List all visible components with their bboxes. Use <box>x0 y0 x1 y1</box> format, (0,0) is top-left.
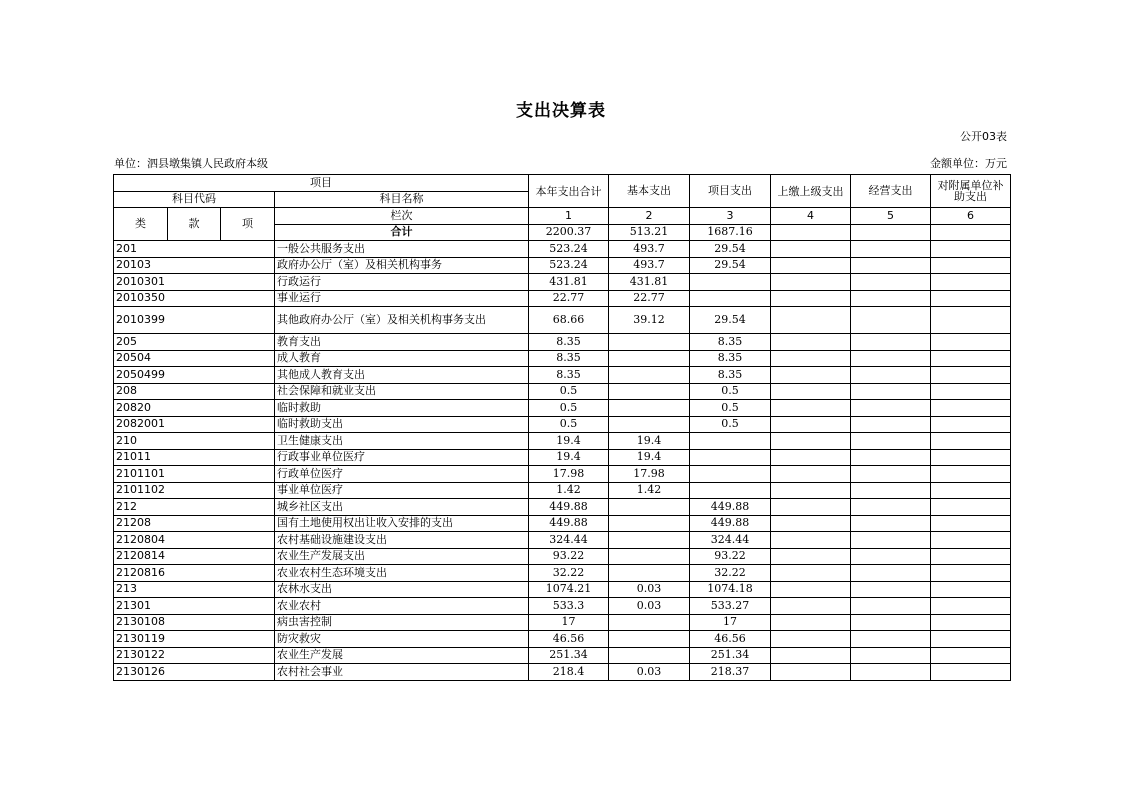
row-business <box>851 257 931 274</box>
row-total: 8.35 <box>529 334 609 351</box>
row-business <box>851 614 931 631</box>
row-subsidy <box>931 334 1011 351</box>
row-business <box>851 290 931 307</box>
row-upper <box>771 614 851 631</box>
row-total: 8.35 <box>529 350 609 367</box>
total-business <box>851 224 931 241</box>
row-code: 2082001 <box>114 416 275 433</box>
row-subsidy <box>931 350 1011 367</box>
row-name: 临时救助支出 <box>275 416 529 433</box>
row-basic: 493.7 <box>609 257 690 274</box>
row-upper <box>771 466 851 483</box>
row-project: 46.56 <box>690 631 771 648</box>
row-basic: 19.4 <box>609 449 690 466</box>
row-name: 临时救助 <box>275 400 529 417</box>
row-basic <box>609 499 690 516</box>
table-row <box>114 614 1011 631</box>
row-total: 431.81 <box>529 274 609 291</box>
row-total: 523.24 <box>529 257 609 274</box>
row-name: 农林水支出 <box>275 581 529 598</box>
header-project: 项目支出 <box>690 175 771 208</box>
row-upper <box>771 334 851 351</box>
row-subsidy <box>931 499 1011 516</box>
row-total: 46.56 <box>529 631 609 648</box>
row-business <box>851 532 931 549</box>
row-total: 533.3 <box>529 598 609 615</box>
row-name: 其他成人教育支出 <box>275 367 529 384</box>
header-row-1 <box>114 175 1011 192</box>
row-basic <box>609 334 690 351</box>
row-business <box>851 548 931 565</box>
row-project: 0.5 <box>690 416 771 433</box>
header-basic: 基本支出 <box>609 175 690 208</box>
row-upper <box>771 383 851 400</box>
row-project: 449.88 <box>690 499 771 516</box>
row-business <box>851 565 931 582</box>
row-code: 2010301 <box>114 274 275 291</box>
row-project <box>690 482 771 499</box>
row-code: 2130126 <box>114 664 275 681</box>
col-number-1: 1 <box>529 208 609 225</box>
row-total: 19.4 <box>529 433 609 450</box>
row-project: 32.22 <box>690 565 771 582</box>
row-subsidy <box>931 515 1011 532</box>
table-row <box>114 257 1011 274</box>
row-total: 8.35 <box>529 367 609 384</box>
row-project: 0.5 <box>690 400 771 417</box>
row-basic: 0.03 <box>609 598 690 615</box>
header-business: 经营支出 <box>851 175 931 208</box>
table-row <box>114 598 1011 615</box>
row-name: 教育支出 <box>275 334 529 351</box>
row-project: 1074.18 <box>690 581 771 598</box>
row-total: 218.4 <box>529 664 609 681</box>
row-project: 251.34 <box>690 647 771 664</box>
unit-label: 单位：泗县墩集镇人民政府本级 <box>114 157 268 170</box>
row-upper <box>771 532 851 549</box>
row-basic <box>609 532 690 549</box>
row-total: 22.77 <box>529 290 609 307</box>
row-total: 17 <box>529 614 609 631</box>
row-upper <box>771 350 851 367</box>
row-project: 29.54 <box>690 241 771 258</box>
row-code: 21208 <box>114 515 275 532</box>
row-total: 523.24 <box>529 241 609 258</box>
col-number-4: 4 <box>771 208 851 225</box>
table-row <box>114 466 1011 483</box>
row-total: 0.5 <box>529 400 609 417</box>
row-upper <box>771 664 851 681</box>
row-basic: 19.4 <box>609 433 690 450</box>
expenditure-table <box>113 174 1011 681</box>
row-subsidy <box>931 416 1011 433</box>
row-total: 19.4 <box>529 449 609 466</box>
row-business <box>851 631 931 648</box>
table-row <box>114 290 1011 307</box>
row-basic: 17.98 <box>609 466 690 483</box>
row-code: 213 <box>114 581 275 598</box>
header-upper: 上缴上级支出 <box>771 175 851 208</box>
row-business <box>851 350 931 367</box>
row-project: 8.35 <box>690 367 771 384</box>
row-upper <box>771 274 851 291</box>
row-business <box>851 515 931 532</box>
row-basic: 1.42 <box>609 482 690 499</box>
row-code: 2120814 <box>114 548 275 565</box>
row-business <box>851 383 931 400</box>
col-number-3: 3 <box>690 208 771 225</box>
row-basic <box>609 647 690 664</box>
row-upper <box>771 515 851 532</box>
row-total: 0.5 <box>529 416 609 433</box>
total-amount: 2200.37 <box>529 224 609 241</box>
table-row <box>114 664 1011 681</box>
row-upper <box>771 449 851 466</box>
row-name: 防灾救灾 <box>275 631 529 648</box>
total-label: 合计 <box>275 224 529 241</box>
row-subsidy <box>931 614 1011 631</box>
row-upper <box>771 367 851 384</box>
row-project <box>690 433 771 450</box>
row-name: 政府办公厅（室）及相关机构事务 <box>275 257 529 274</box>
row-business <box>851 416 931 433</box>
row-business <box>851 466 931 483</box>
header-total: 本年支出合计 <box>529 175 609 208</box>
row-code: 2101102 <box>114 482 275 499</box>
row-name: 农业生产发展支出 <box>275 548 529 565</box>
table-row <box>114 241 1011 258</box>
header-row-3 <box>114 208 1011 225</box>
row-code: 208 <box>114 383 275 400</box>
row-business <box>851 581 931 598</box>
row-total: 251.34 <box>529 647 609 664</box>
total-upper <box>771 224 851 241</box>
row-name: 社会保障和就业支出 <box>275 383 529 400</box>
row-subsidy <box>931 482 1011 499</box>
row-subsidy <box>931 466 1011 483</box>
row-business <box>851 449 931 466</box>
row-code: 20820 <box>114 400 275 417</box>
row-name: 病虫害控制 <box>275 614 529 631</box>
row-business <box>851 334 931 351</box>
form-number: 公开03表 <box>960 130 1007 143</box>
row-total: 449.88 <box>529 515 609 532</box>
row-subsidy <box>931 647 1011 664</box>
row-subsidy <box>931 598 1011 615</box>
row-code: 2130108 <box>114 614 275 631</box>
row-subsidy <box>931 274 1011 291</box>
table-row <box>114 449 1011 466</box>
row-total: 1074.21 <box>529 581 609 598</box>
row-basic <box>609 400 690 417</box>
row-total: 68.66 <box>529 307 609 334</box>
row-name: 卫生健康支出 <box>275 433 529 450</box>
row-upper <box>771 307 851 334</box>
row-name: 行政单位医疗 <box>275 466 529 483</box>
row-project: 0.5 <box>690 383 771 400</box>
row-upper <box>771 565 851 582</box>
table-row <box>114 565 1011 582</box>
row-basic <box>609 631 690 648</box>
row-upper <box>771 647 851 664</box>
row-name: 成人教育 <box>275 350 529 367</box>
row-upper <box>771 400 851 417</box>
row-subsidy <box>931 290 1011 307</box>
table-row <box>114 334 1011 351</box>
row-subsidy <box>931 565 1011 582</box>
row-business <box>851 482 931 499</box>
row-upper <box>771 548 851 565</box>
row-business <box>851 433 931 450</box>
row-name: 农业农村生态环境支出 <box>275 565 529 582</box>
row-code: 2130119 <box>114 631 275 648</box>
table-row <box>114 647 1011 664</box>
row-code: 2120804 <box>114 532 275 549</box>
row-code: 21011 <box>114 449 275 466</box>
col-number-6: 6 <box>931 208 1011 225</box>
header-lei: 类 <box>114 208 168 241</box>
row-business <box>851 241 931 258</box>
row-basic: 493.7 <box>609 241 690 258</box>
row-basic <box>609 614 690 631</box>
row-business <box>851 664 931 681</box>
row-upper <box>771 290 851 307</box>
row-project: 449.88 <box>690 515 771 532</box>
table-row <box>114 274 1011 291</box>
row-subsidy <box>931 532 1011 549</box>
row-business <box>851 400 931 417</box>
row-upper <box>771 416 851 433</box>
table-row <box>114 515 1011 532</box>
row-subsidy <box>931 631 1011 648</box>
row-name: 农村社会事业 <box>275 664 529 681</box>
col-number-5: 5 <box>851 208 931 225</box>
table-row <box>114 383 1011 400</box>
row-project: 29.54 <box>690 257 771 274</box>
row-subsidy <box>931 400 1011 417</box>
total-project: 1687.16 <box>690 224 771 241</box>
row-subsidy <box>931 581 1011 598</box>
total-basic: 513.21 <box>609 224 690 241</box>
row-basic <box>609 367 690 384</box>
row-subsidy <box>931 367 1011 384</box>
amount-unit-label: 金额单位：万元 <box>930 157 1007 170</box>
row-code: 21301 <box>114 598 275 615</box>
row-upper <box>771 482 851 499</box>
table-row <box>114 350 1011 367</box>
row-project: 17 <box>690 614 771 631</box>
table-row <box>114 631 1011 648</box>
row-name: 行政运行 <box>275 274 529 291</box>
row-upper <box>771 257 851 274</box>
row-upper <box>771 598 851 615</box>
row-business <box>851 647 931 664</box>
row-total: 93.22 <box>529 548 609 565</box>
row-name: 农业生产发展 <box>275 647 529 664</box>
row-upper <box>771 241 851 258</box>
header-xiang: 项 <box>221 208 275 241</box>
row-project: 93.22 <box>690 548 771 565</box>
row-code: 20504 <box>114 350 275 367</box>
table-row <box>114 367 1011 384</box>
row-basic: 22.77 <box>609 290 690 307</box>
row-project: 29.54 <box>690 307 771 334</box>
row-basic: 0.03 <box>609 581 690 598</box>
header-code: 科目代码 <box>114 191 275 208</box>
row-name: 事业单位医疗 <box>275 482 529 499</box>
row-basic <box>609 548 690 565</box>
row-upper <box>771 433 851 450</box>
row-project <box>690 290 771 307</box>
row-subsidy <box>931 241 1011 258</box>
row-total: 0.5 <box>529 383 609 400</box>
row-upper <box>771 499 851 516</box>
row-code: 212 <box>114 499 275 516</box>
table-row <box>114 482 1011 499</box>
page-title: 支出决算表 <box>516 101 606 121</box>
row-project: 324.44 <box>690 532 771 549</box>
table-row <box>114 416 1011 433</box>
row-basic <box>609 515 690 532</box>
row-code: 2101101 <box>114 466 275 483</box>
row-total: 449.88 <box>529 499 609 516</box>
header-kuan: 款 <box>168 208 221 241</box>
header-lanci: 栏次 <box>275 208 529 225</box>
row-basic: 39.12 <box>609 307 690 334</box>
row-name: 行政事业单位医疗 <box>275 449 529 466</box>
row-code: 2010350 <box>114 290 275 307</box>
row-code: 2120816 <box>114 565 275 582</box>
total-subsidy <box>931 224 1011 241</box>
row-basic: 0.03 <box>609 664 690 681</box>
row-name: 农业农村 <box>275 598 529 615</box>
row-upper <box>771 581 851 598</box>
row-project <box>690 449 771 466</box>
row-total: 1.42 <box>529 482 609 499</box>
row-code: 2050499 <box>114 367 275 384</box>
table-row <box>114 548 1011 565</box>
row-upper <box>771 631 851 648</box>
row-project: 218.37 <box>690 664 771 681</box>
row-project <box>690 466 771 483</box>
row-name: 国有土地使用权出让收入安排的支出 <box>275 515 529 532</box>
row-business <box>851 367 931 384</box>
row-code: 205 <box>114 334 275 351</box>
row-subsidy <box>931 449 1011 466</box>
row-subsidy <box>931 664 1011 681</box>
row-subsidy <box>931 257 1011 274</box>
row-subsidy <box>931 433 1011 450</box>
row-project <box>690 274 771 291</box>
table-row <box>114 433 1011 450</box>
row-name: 事业运行 <box>275 290 529 307</box>
row-name: 城乡社区支出 <box>275 499 529 516</box>
row-subsidy <box>931 383 1011 400</box>
table-row <box>114 307 1011 334</box>
header-name: 科目名称 <box>275 191 529 208</box>
col-number-2: 2 <box>609 208 690 225</box>
row-name: 其他政府办公厅（室）及相关机构事务支出 <box>275 307 529 334</box>
row-total: 324.44 <box>529 532 609 549</box>
header-item: 项目 <box>114 175 529 192</box>
row-project: 8.35 <box>690 334 771 351</box>
row-business <box>851 598 931 615</box>
row-basic <box>609 383 690 400</box>
row-business <box>851 499 931 516</box>
row-subsidy <box>931 307 1011 334</box>
row-total: 17.98 <box>529 466 609 483</box>
row-basic <box>609 350 690 367</box>
row-name: 一般公共服务支出 <box>275 241 529 258</box>
row-business <box>851 274 931 291</box>
row-code: 201 <box>114 241 275 258</box>
row-total: 32.22 <box>529 565 609 582</box>
row-subsidy <box>931 548 1011 565</box>
row-project: 8.35 <box>690 350 771 367</box>
row-business <box>851 307 931 334</box>
row-code: 2130122 <box>114 647 275 664</box>
table-row <box>114 400 1011 417</box>
header-subsidy: 对附属单位补助支出 <box>931 175 1011 208</box>
row-project: 533.27 <box>690 598 771 615</box>
row-basic <box>609 416 690 433</box>
row-basic: 431.81 <box>609 274 690 291</box>
table-row <box>114 532 1011 549</box>
table-row <box>114 581 1011 598</box>
row-code: 2010399 <box>114 307 275 334</box>
table-row <box>114 499 1011 516</box>
row-name: 农村基础设施建设支出 <box>275 532 529 549</box>
row-basic <box>609 565 690 582</box>
row-code: 210 <box>114 433 275 450</box>
row-code: 20103 <box>114 257 275 274</box>
